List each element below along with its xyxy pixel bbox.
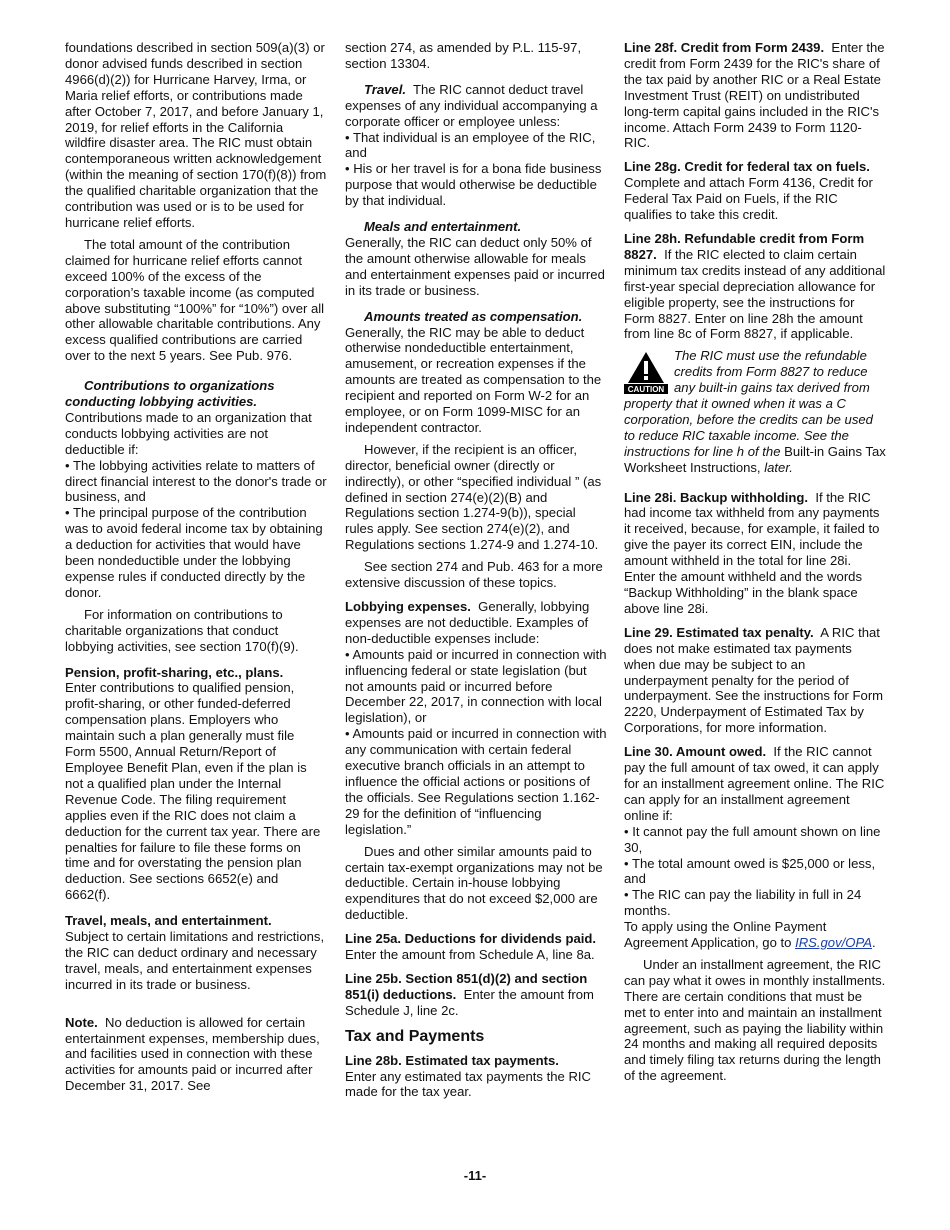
line-28f-text: Enter the credit from Form 2439 for the RIC's share of the tax paid by another RIC or a Real Estate Investment Trust (REIT) on undistributed long-term capital gains included in the RIC's income. Attach Form 2439 to Form 1120-RIC. <box>624 40 885 151</box>
note-heading: Note. <box>65 1014 98 1030</box>
list-item: • His or her travel is for a bona fide business purpose that would otherwise be deductible by that individual. <box>345 161 602 209</box>
line-28h-text: If the RIC elected to claim certain minimum tax credits instead of any additional first-year special depreciation allowance for eligible property, see the instructions for Form 8827. Enter on line 28h the amount from line 8c of Form 8827, if applicable. <box>624 246 886 342</box>
list-item: • The principal purpose of the contribution was to avoid federal income tax by obtaining a deduction for activities that would have been nondeductible under the lobbying expense rules if conducted directly by the donor. <box>65 505 323 600</box>
lobby-heading: Contributions to organizations conducting lobbying activities. <box>65 378 275 410</box>
travel-text: The RIC cannot deduct travel expenses of any individual accompanying a corporate officer or employee unless: <box>345 81 598 129</box>
line-25a-text: Enter the amount from Schedule A, line 8a. <box>345 947 595 963</box>
column-3 <box>624 40 886 1090</box>
list-item: • That individual is an employee of the RIC, and <box>345 129 596 161</box>
page-number: -11- <box>463 1168 487 1183</box>
subheading <box>345 219 607 235</box>
paragraph: Generally, the RIC may be able to deduct otherwise nondeductible entertainment, amusement, or recreation expenses if the amounts are treated as compensation to the recipient and reported on Form W-2 for an employee, or on Form 1099-MISC for an independent contractor. <box>345 324 602 435</box>
paragraph <box>624 490 886 617</box>
compensation-heading: Amounts treated as compensation. <box>364 308 583 324</box>
line-29-heading: Line 29. Estimated tax penalty. <box>624 624 814 640</box>
paragraph <box>345 599 607 647</box>
caution-text: The RIC must use the refundable credits from Form 8827 to reduce any built-in gains tax derived from property that it owned when it was a C corporation, before the credits can be used to reduce RIC taxable income. See the instructions for line h of the <box>624 348 873 459</box>
line-28f-heading: Line 28f. Credit from Form 2439. <box>624 40 825 55</box>
note-text: No deduction is allowed for certain entertainment expenses, membership dues, and facilities used in connection with these activities for amounts paid or incurred after December 31, 2017. See <box>65 1014 320 1094</box>
apply-text: To apply using the Online Payment Agreement Application, go to <box>624 919 827 951</box>
paragraph: Generally, the RIC can deduct only 50% of the amount otherwise allowable for meals and entertainment expenses paid or incurred in its trade or business. <box>345 234 605 298</box>
paragraph <box>65 665 327 904</box>
paragraph <box>345 971 607 1019</box>
caution-note <box>624 348 886 475</box>
paragraph <box>624 40 886 151</box>
line-28b-text: Enter any estimated tax payments the RIC made for the tax year. <box>345 1068 591 1100</box>
line-28i-heading: Line 28i. Backup withholding. <box>624 489 809 505</box>
meals-heading: Meals and entertainment. <box>364 219 522 235</box>
section-title: Tax and Payments <box>345 1027 485 1045</box>
caution-label: CAUTION <box>627 385 665 395</box>
travel-heading: Travel. <box>364 81 406 97</box>
line-28b-heading: Line 28b. Estimated tax payments. <box>345 1052 559 1068</box>
paragraph <box>65 913 327 993</box>
travel-text: Subject to certain limitations and restrictions, the RIC can deduct ordinary and necessary travel, meals, and entertainment expenses incurred in its trade or business. <box>65 929 325 992</box>
line-29-text: A RIC that does not make estimated tax payments when due may be subject to an underpayment penalty for the period of underpayment. See the instructions for Form 2220, Underpayment of Estimated Tax by Corporations, for more information. <box>624 624 884 736</box>
caution-end: later. <box>764 459 793 475</box>
paragraph <box>624 919 886 951</box>
line-25b-text: Enter the amount from Schedule J, line 2c. <box>345 986 594 1018</box>
line-25a-heading: Line 25a. Deductions for dividends paid. <box>345 931 597 947</box>
column-1 <box>65 40 327 1100</box>
paragraph: However, if the recipient is an officer, director, beneficial owner (directly or indirectly), or other “specified individual ” (as defined in section 274(e)(2)(B) and Regulations section 1.274-9(b)), special rules apply. See section 274(e)(2), and Regulations sections 1.274-9 and 1.274-10. <box>345 441 602 553</box>
lobbying-text: Generally, lobbying expenses are not deductible. Examples of non-deductible expenses include: <box>345 599 590 646</box>
paragraph: foundations described in section 509(a)(3) or donor advised funds described in section 4966(d)(2)) for Hurricane Harvey, Irma, or Maria relief efforts, or contributions made after October 7, 2017, and before January 1, 2019, for relief efforts in the California wildfire disaster area. The RIC must obtain contemporaneous written acknowledgement (within the meaning of section 170(f)(8)) from the qualified charitable organization that the contribution was used or is to be used for hurricane relief efforts. <box>65 40 327 230</box>
bullet-list <box>345 647 607 838</box>
pension-heading: Pension, profit-sharing, etc., plans. <box>65 664 284 680</box>
list-item: • Amounts paid or incurred in connection with influencing federal or state legislation (but not amounts paid or incurred before December 22, 2017, in connection with local legislation), or <box>345 646 607 726</box>
list-item: • The total amount owed is $25,000 or less, and <box>624 855 876 887</box>
paragraph <box>345 931 607 963</box>
subheading <box>345 309 607 325</box>
bullet-list <box>624 824 886 919</box>
pension-text: Enter contributions to qualified pension, profit-sharing, or other funded-deferred compensation plans. Employers who maintain such a plan generally must file Form 5500, Annual Return/Report of Employee Benefit Plan, even if the plan is not a qualified plan under the Internal Revenue Code. The filing requirement applies even if the RIC does not claim a deduction for the current tax year. There are penalties for failure to file these forms on time and for overstating the pension plan deduction. See sections 6652(e) and 6662(f). <box>65 680 321 903</box>
paragraph: Contributions made to an organization that conducts lobbying activities are not deductible if: <box>65 409 312 457</box>
apply-end: . <box>871 935 876 951</box>
opa-link[interactable]: IRS.gov/OPA <box>795 935 872 951</box>
lobbying-heading: Lobbying expenses. <box>345 599 471 614</box>
line-30-text: If the RIC cannot pay the full amount of tax owed, it can apply for an installment agreement online. The RIC can apply for an installment agreement online if: <box>624 744 885 823</box>
paragraph <box>624 231 886 342</box>
line-28h-heading: Line 28h. Refundable credit from Form 8827. <box>624 230 865 262</box>
travel-heading: Travel, meals, and entertainment. <box>65 913 272 929</box>
line-30-heading: Line 30. Amount owed. <box>624 744 767 760</box>
paragraph <box>345 82 607 130</box>
line-28g-text: Complete and attach Form 4136, Credit for Federal Tax Paid on Fuels, if the RIC qualifies to take this credit. <box>624 175 873 223</box>
column-2 <box>345 40 607 1106</box>
bullet-list <box>345 130 607 210</box>
paragraph: section 274, as amended by P.L. 115-97, section 13304. <box>345 40 582 71</box>
paragraph <box>345 1053 607 1101</box>
bullet-list <box>65 458 327 601</box>
paragraph <box>624 159 886 223</box>
subheading <box>65 378 327 410</box>
paragraph <box>624 744 886 824</box>
list-item: • Amounts paid or incurred in connection with any communication with certain federal executive branch officials in an attempt to influence the official actions or positions of the officials. See Regulations section 1.162-29 for the definition of “influencing legislation.” <box>345 726 607 837</box>
paragraph <box>624 625 886 736</box>
list-item: • It cannot pay the full amount shown on line 30, <box>624 823 881 855</box>
paragraph <box>65 1015 327 1095</box>
caution-plain: Built-in Gains Tax Worksheet Instructions, <box>624 443 886 475</box>
line-28g-heading: Line 28g. Credit for federal tax on fuels. <box>624 159 870 175</box>
paragraph: Dues and other similar amounts paid to certain tax-exempt organizations may not be deductible. Certain in-house lobbying expenditures that do not exceed $2,000 are deductible. <box>345 843 603 923</box>
paragraph: For information on contributions to charitable organizations that conduct lobbying activities, see section 170(f)(9). <box>65 606 299 654</box>
paragraph: Under an installment agreement, the RIC can pay what it owes in monthly installments. There are certain conditions that must be met to enter into and maintain an installment agreement, such as paying the liability within 24 months and making all required deposits and timely filing tax returns during the length of the agreement. <box>624 956 886 1084</box>
list-item: • The lobbying activities relate to matters of direct financial interest to the donor's trade or business, and <box>65 457 327 505</box>
paragraph: The total amount of the contribution claimed for hurricane relief efforts cannot exceed 100% of the excess of the corporation’s taxable income (as computed above substituting “100%” for “10%”) over all other allowable charitable contributions. Any excess qualified contributions are carried over to the next 5 years. See Pub. 976. <box>65 236 325 364</box>
line-25b-heading: Line 25b. Section 851(d)(2) and section 851(i) deductions. <box>345 970 588 1002</box>
list-item: • The RIC can pay the liability in full in 24 months. <box>624 887 862 919</box>
line-28i-text: If the RIC had income tax withheld from any payments it received, because, for example, it failed to give the payer its correct EIN, include the amount withheld in the total for line 28i. Enter the amount withheld and the words “Backup Withholding” in the blank space above line 28i. <box>624 489 880 616</box>
paragraph: See section 274 and Pub. 463 for a more extensive discussion of these topics. <box>345 559 603 591</box>
caution-icon <box>624 350 668 394</box>
